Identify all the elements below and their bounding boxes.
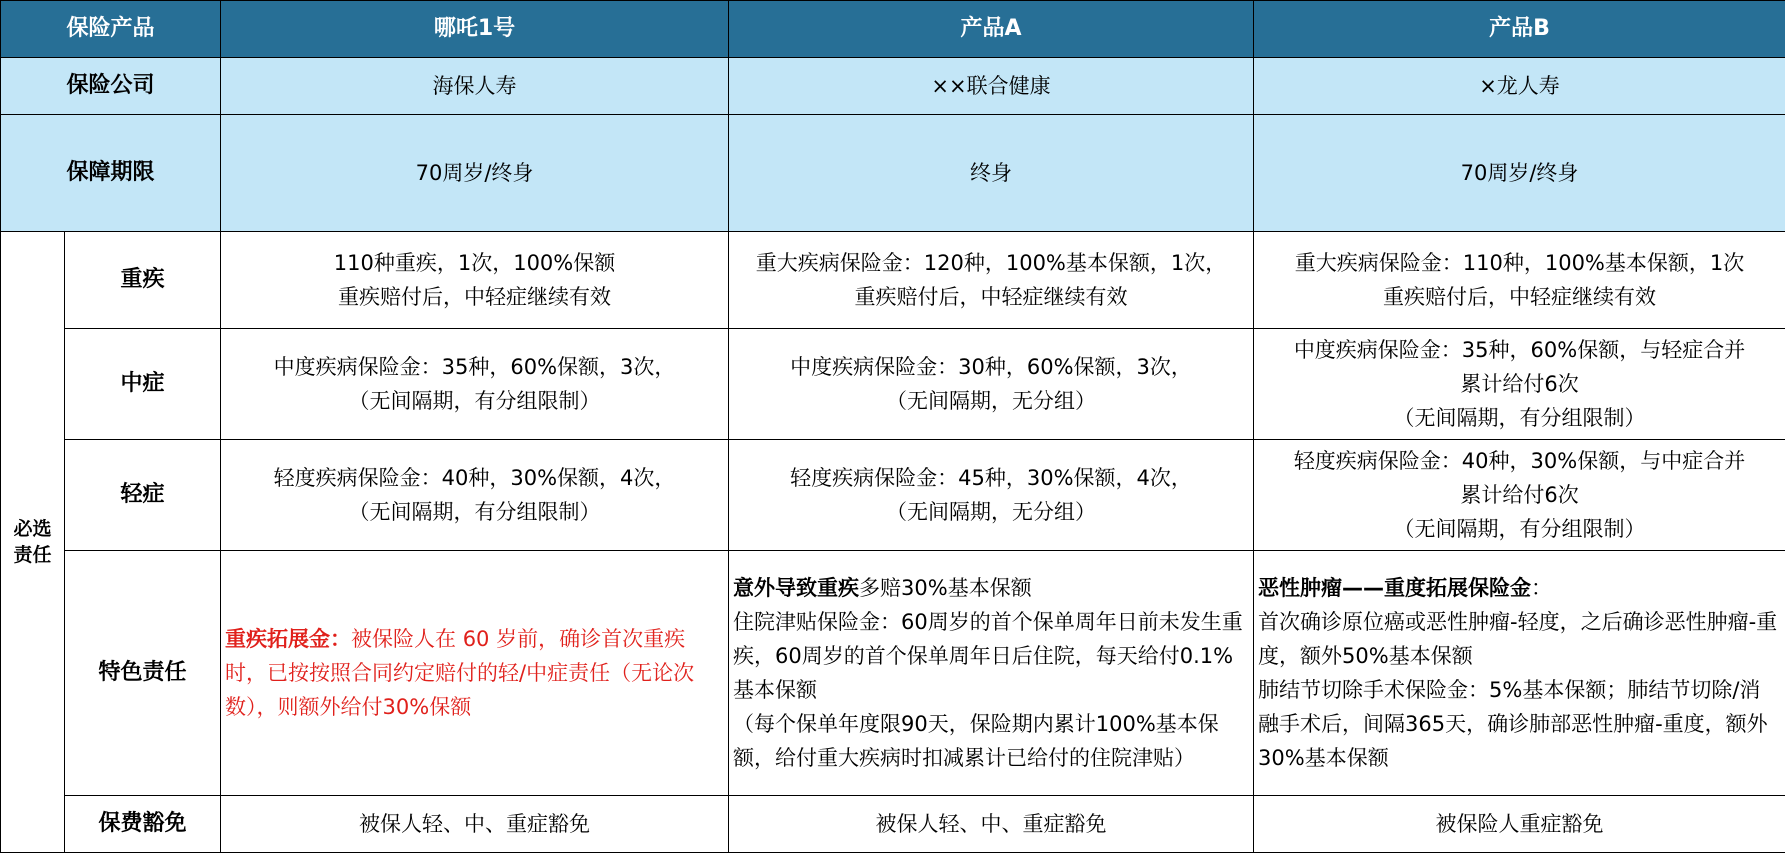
feature-b-line-1 [1258, 571, 1781, 605]
mild-cell-b [1254, 440, 1785, 551]
critical-cell-b [1254, 232, 1785, 329]
term-label: 保障期限 [1, 115, 221, 232]
waiver-row [1, 796, 1785, 853]
feature-label: 特色责任 [65, 551, 221, 796]
critical-cell-a [729, 232, 1254, 329]
feature-b-line-2: 首次确诊原位癌或恶性肿瘤-轻度，之后确诊恶性肿瘤-重度，额外50%基本保额 [1258, 610, 1778, 668]
moderate-a-line-1: 中度疾病保险金：30种，60%保额，3次， [790, 355, 1192, 379]
mild-b-line-3: （无间隔期，有分组限制） [1393, 517, 1646, 541]
feature-a-line-1 [733, 571, 1249, 605]
mild-a-line-2: （无间隔期，无分组） [886, 500, 1097, 524]
company-label: 保险公司 [1, 58, 221, 115]
feature-a-title: 意外导致重疾 [733, 576, 860, 600]
term-cell-1: 70周岁/终身 [221, 115, 729, 232]
feature-a-line-2: 住院津贴保险金：60周岁的首个保单周年日前未发生重疾，60周岁的首个保单周年日后住院，每天给付0.1%基本保额 [733, 610, 1243, 702]
feature-b-line-3: 肺结节切除手术保险金：5%基本保额；肺结节切除/消融手术后，间隔365天，确诊肺部恶性肿瘤-重度，额外30%基本保额 [1258, 678, 1768, 770]
feature-1-title: 重疾拓展金： [225, 627, 352, 651]
company-cell-a: ××联合健康 [729, 58, 1254, 115]
feature-a-line-3: （每个保单年度限90天，保险期内累计100%基本保额，给付重大疾病时扣减累计已给付的住院津贴） [733, 712, 1219, 770]
critical-1-line-2: 重疾赔付后，中轻症继续有效 [338, 285, 612, 309]
moderate-a-line-2: （无间隔期，无分组） [886, 389, 1097, 413]
header-product-label: 保险产品 [1, 1, 221, 58]
critical-row [1, 232, 1785, 329]
mild-b-line-2: 累计给付6次 [1460, 483, 1579, 507]
moderate-label: 中症 [65, 329, 221, 440]
mild-cell-1 [221, 440, 729, 551]
mild-label: 轻症 [65, 440, 221, 551]
moderate-cell-b [1254, 329, 1785, 440]
header-product-b: 产品B [1254, 1, 1785, 58]
term-row [1, 115, 1785, 232]
feature-cell-a [729, 551, 1254, 796]
moderate-b-line-3: （无间隔期，有分组限制） [1393, 406, 1646, 430]
company-cell-b: ×龙人寿 [1254, 58, 1785, 115]
term-cell-a: 终身 [729, 115, 1254, 232]
critical-label: 重疾 [65, 232, 221, 329]
critical-a-line-2: 重疾赔付后，中轻症继续有效 [854, 285, 1128, 309]
waiver-label: 保费豁免 [65, 796, 221, 853]
mild-b-line-1: 轻度疾病保险金：40种，30%保额，与中症合并 [1293, 449, 1746, 473]
waiver-cell-b: 被保险人重症豁免 [1254, 796, 1785, 853]
feature-cell-1 [221, 551, 729, 796]
company-cell-1: 海保人寿 [221, 58, 729, 115]
mild-cell-a [729, 440, 1254, 551]
feature-1-text: 被保险人在 60 岁前，确诊首次重疾时，已按按照合同约定赔付的轻/中症责任（无论次数），则额外给付30%保额 [225, 627, 695, 719]
critical-b-line-2: 重疾赔付后，中轻症继续有效 [1383, 285, 1657, 309]
waiver-cell-1: 被保人轻、中、重症豁免 [221, 796, 729, 853]
feature-a-line-1-rest: 多赔30%基本保额 [859, 576, 1032, 600]
mild-a-line-1: 轻度疾病保险金：45种，30%保额，4次， [790, 466, 1192, 490]
critical-cell-1 [221, 232, 729, 329]
required-coverage-label: 必选责任 [1, 232, 65, 853]
mild-row [1, 440, 1785, 551]
header-row [1, 1, 1785, 58]
moderate-b-line-1: 中度疾病保险金：35种，60%保额，与轻症合并 [1293, 338, 1746, 362]
term-cell-b: 70周岁/终身 [1254, 115, 1785, 232]
mild-1-line-2: （无间隔期，有分组限制） [348, 500, 601, 524]
feature-b-title: 恶性肿瘤——重度拓展保险金 [1258, 576, 1532, 600]
moderate-cell-a [729, 329, 1254, 440]
waiver-cell-a: 被保人轻、中、重症豁免 [729, 796, 1254, 853]
feature-cell-b [1254, 551, 1785, 796]
moderate-1-line-2: （无间隔期，有分组限制） [348, 389, 601, 413]
header-product-a: 产品A [729, 1, 1254, 58]
header-product-1: 哪吒1号 [221, 1, 729, 58]
critical-a-line-1: 重大疾病保险金：120种，100%基本保额，1次， [755, 251, 1227, 275]
moderate-row [1, 329, 1785, 440]
moderate-cell-1 [221, 329, 729, 440]
critical-1-line-1: 110种重疾，1次，100%保额 [333, 251, 616, 275]
company-row [1, 58, 1785, 115]
feature-b-colon: ： [1531, 576, 1553, 600]
critical-b-line-1: 重大疾病保险金：110种，100%基本保额，1次 [1294, 251, 1745, 275]
moderate-b-line-2: 累计给付6次 [1460, 372, 1579, 396]
mild-1-line-1: 轻度疾病保险金：40种，30%保额，4次， [273, 466, 676, 490]
moderate-1-line-1: 中度疾病保险金：35种，60%保额，3次， [273, 355, 676, 379]
feature-row [1, 551, 1785, 796]
